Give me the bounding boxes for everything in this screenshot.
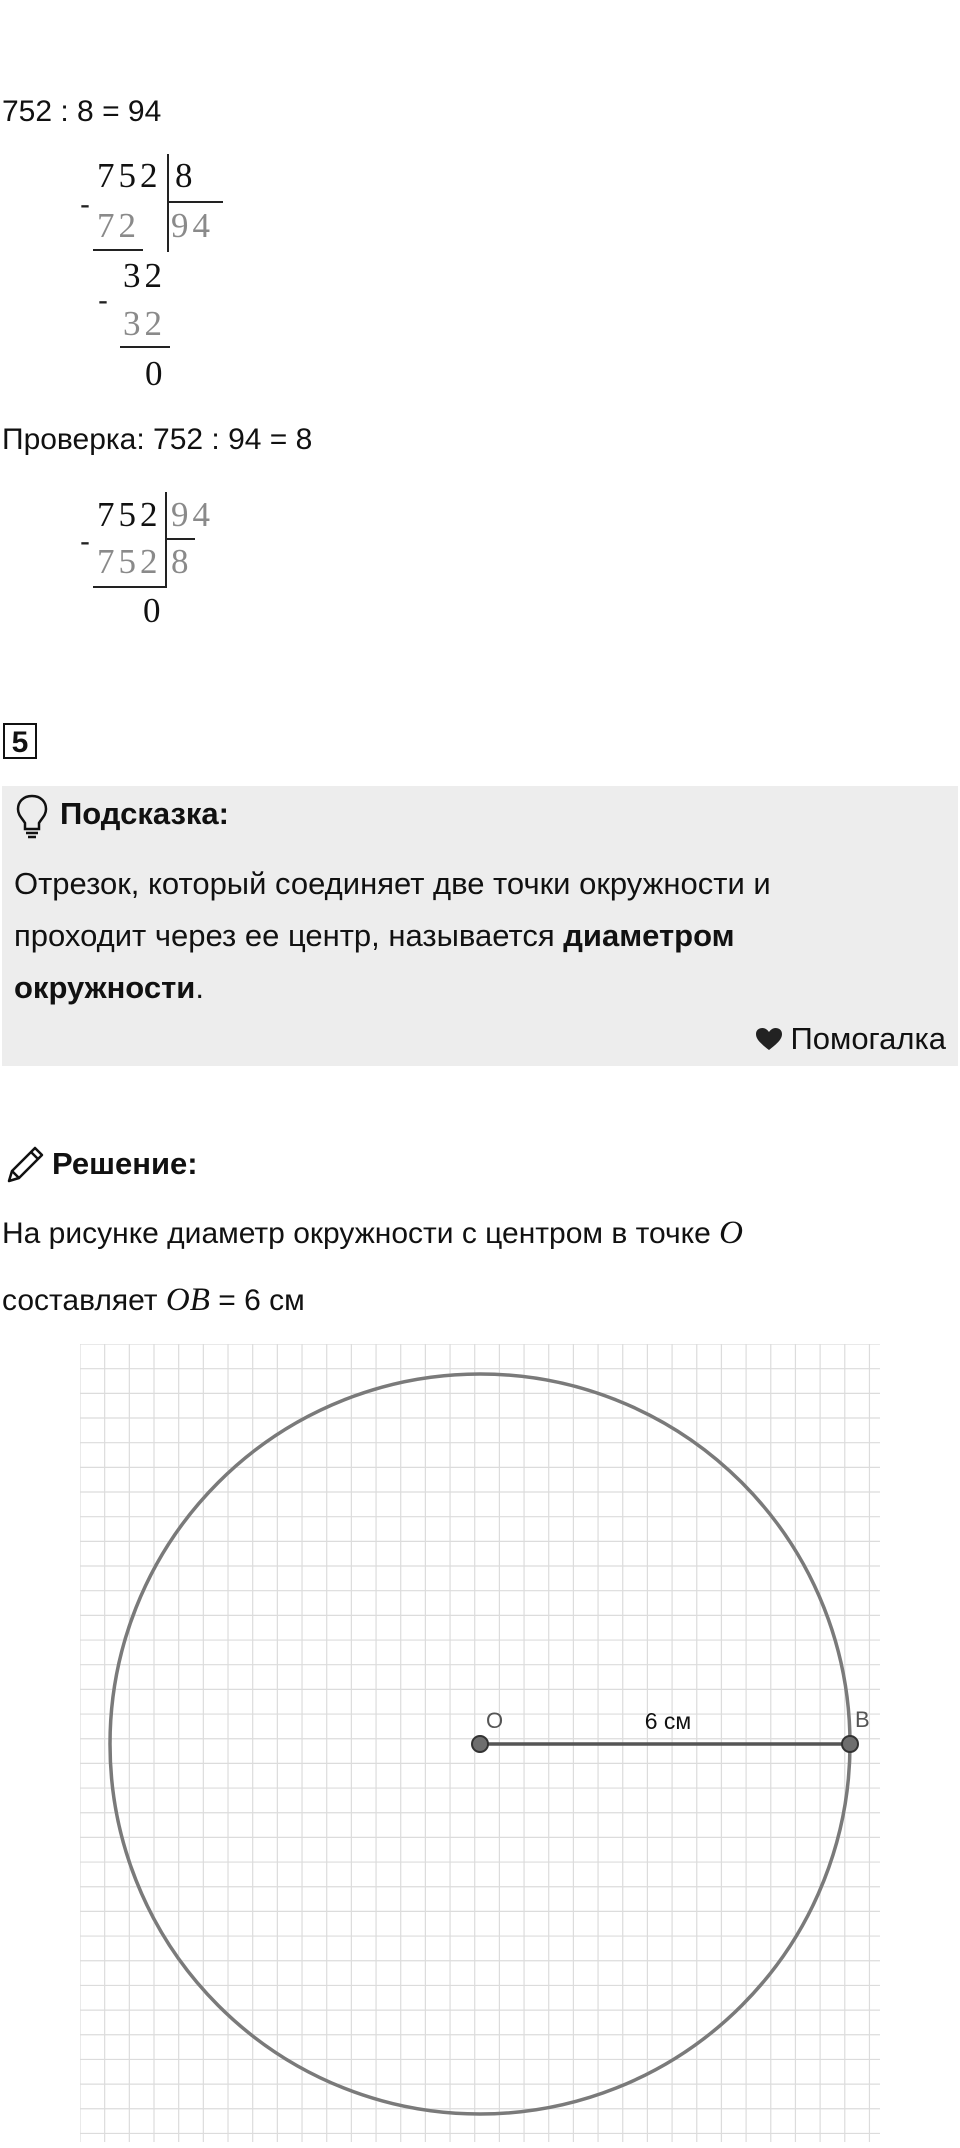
division1-quotient: 94 <box>171 206 214 245</box>
hint-line-3-end: . <box>195 970 204 1005</box>
hint-line-3 <box>14 970 204 1006</box>
pencil-icon <box>4 1140 50 1186</box>
hint-line-2 <box>14 918 735 954</box>
division1-minus-1: - <box>80 188 90 221</box>
division2-remainder: 0 <box>143 591 165 630</box>
segment-var: OB <box>165 1282 210 1318</box>
division1-remainder: 0 <box>145 354 167 393</box>
point-b <box>842 1736 858 1752</box>
circle-figure <box>80 1344 880 2142</box>
solution-title: Решение: <box>52 1146 198 1181</box>
brand-label: Помогалка <box>790 1021 946 1056</box>
brand-link[interactable] <box>754 1021 946 1057</box>
heart-icon <box>754 1026 784 1052</box>
division1-vertical-rule <box>167 154 169 252</box>
task-number: 5 <box>3 723 37 759</box>
division2-quotient: 8 <box>171 542 193 581</box>
lightbulb-icon <box>14 792 50 840</box>
division2-vertical-rule <box>165 492 167 588</box>
hint-term-circle: окружности <box>14 970 196 1005</box>
division2-minus: - <box>80 525 90 558</box>
solution-line-1 <box>2 1215 743 1252</box>
point-o-label: O <box>486 1708 504 1733</box>
point-o <box>472 1736 488 1752</box>
division1-sub1: 72 <box>97 206 140 245</box>
solution-line-1-text: На рисунке диаметр окружности с центром в точке <box>2 1217 720 1250</box>
point-b-label: B <box>855 1707 870 1732</box>
hint-line-1: Отрезок, который соединяет две точки окружности и <box>14 866 771 901</box>
division1-minus-2: - <box>98 284 108 317</box>
division2-sub1: 752 <box>97 542 162 581</box>
solution-line-2 <box>2 1282 305 1319</box>
division2-divisor: 94 <box>171 495 214 534</box>
hint-line-2-text: проходит через ее центр, называется <box>14 918 564 953</box>
division1-divisor: 8 <box>175 156 197 195</box>
check-line: Проверка: 752 : 94 = 8 <box>2 423 313 456</box>
division1-sub2: 32 <box>123 304 166 343</box>
solution-line-2-end: = 6 см <box>209 1284 305 1317</box>
center-point-var: O <box>719 1215 744 1251</box>
hint-term-diameter: диаметром <box>563 918 735 953</box>
division1-dividend: 752 <box>97 156 162 195</box>
hint-title: Подсказка: <box>60 796 229 831</box>
solution-line-2-text: составляет <box>2 1284 166 1317</box>
division1-rem1: 32 <box>123 256 166 295</box>
division2-rule <box>93 586 167 588</box>
division1-rule-2 <box>120 346 170 348</box>
division1-rule-1 <box>93 249 143 251</box>
division2-quotient-rule <box>165 538 195 540</box>
division2-dividend: 752 <box>97 495 162 534</box>
segment-length-label: 6 см <box>644 1708 692 1734</box>
intro-equation: 752 : 8 = 94 <box>2 95 162 128</box>
division1-quotient-rule <box>167 201 223 203</box>
